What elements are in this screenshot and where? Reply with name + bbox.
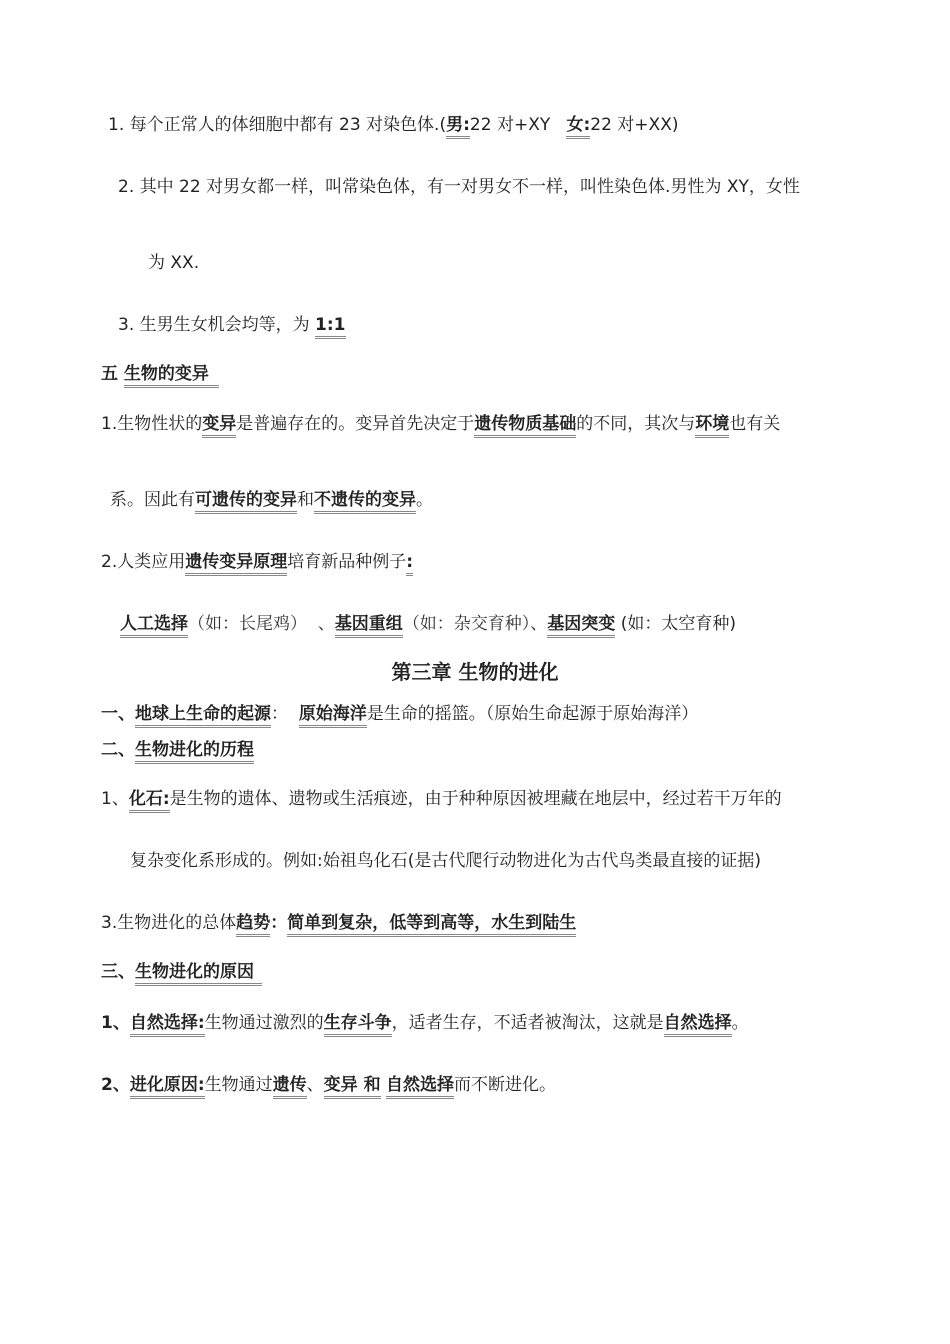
paragraph-chromosome-count: 1. 每个正常人的体细胞中都有 23 对染色体.(男:22 对+XY 女:22 对+XX) — [108, 113, 678, 137]
paragraph-variation-2: 2.人类应用遗传变异原理培育新品种例子: — [101, 550, 413, 574]
paragraph-variation-1-cont: 系。因此有可遗传的变异和不遗传的变异。 — [110, 488, 433, 512]
section-origin-of-life: 一、地球上生命的起源： 原始海洋是生命的摇篮。（原始生命起源于原始海洋） — [101, 702, 698, 726]
paragraph-natural-selection: 1、自然选择:生物通过激烈的生存斗争，适者生存，不适者被淘汰，这就是自然选择。 — [101, 1011, 749, 1035]
paragraph-sex-ratio: 3. 生男生女机会均等，为 1:1 — [118, 313, 346, 337]
paragraph-variation-examples: 人工选择（如：长尾鸡） 、基因重组（如：杂交育种）、基因突变 (如：太空育种) — [120, 612, 736, 636]
chapter-title: 第三章 生物的进化 — [391, 660, 559, 684]
keyword-female: 女: — [566, 115, 590, 139]
paragraph-evolution-cause: 2、进化原因:生物通过遗传、变异 和 自然选择而不断进化。 — [101, 1073, 556, 1097]
section-heading-variation: 五 生物的变异 — [101, 362, 219, 386]
paragraph-fossils: 1、化石:是生物的遗体、遗物或生活痕迹，由于种种原因被埋藏在地层中，经过若干万年的 — [101, 787, 782, 811]
paragraph-sex-chromosomes: 2. 其中 22 对男女都一样，叫常染色体，有一对男女不一样，叫性染色体.男性为 XY，女性 — [118, 177, 800, 197]
paragraph-sex-chromosomes-cont: 为 XX. — [148, 253, 200, 273]
section-evolution-history: 二、生物进化的历程 — [101, 738, 254, 762]
keyword-ratio: 1:1 — [315, 315, 345, 339]
section-evolution-causes: 三、生物进化的原因 — [101, 960, 262, 984]
paragraph-variation-1: 1.生物性状的变异是普遍存在的。变异首先决定于遗传物质基础的不同，其次与环境也有关 — [101, 412, 780, 436]
keyword-male: 男: — [446, 115, 470, 139]
paragraph-fossils-cont: 复杂变化系形成的。例如:始祖鸟化石(是古代爬行动物进化为古代鸟类最直接的证据) — [130, 851, 761, 871]
paragraph-evolution-trend: 3.生物进化的总体趋势：简单到复杂，低等到高等，水生到陆生 — [101, 911, 576, 935]
